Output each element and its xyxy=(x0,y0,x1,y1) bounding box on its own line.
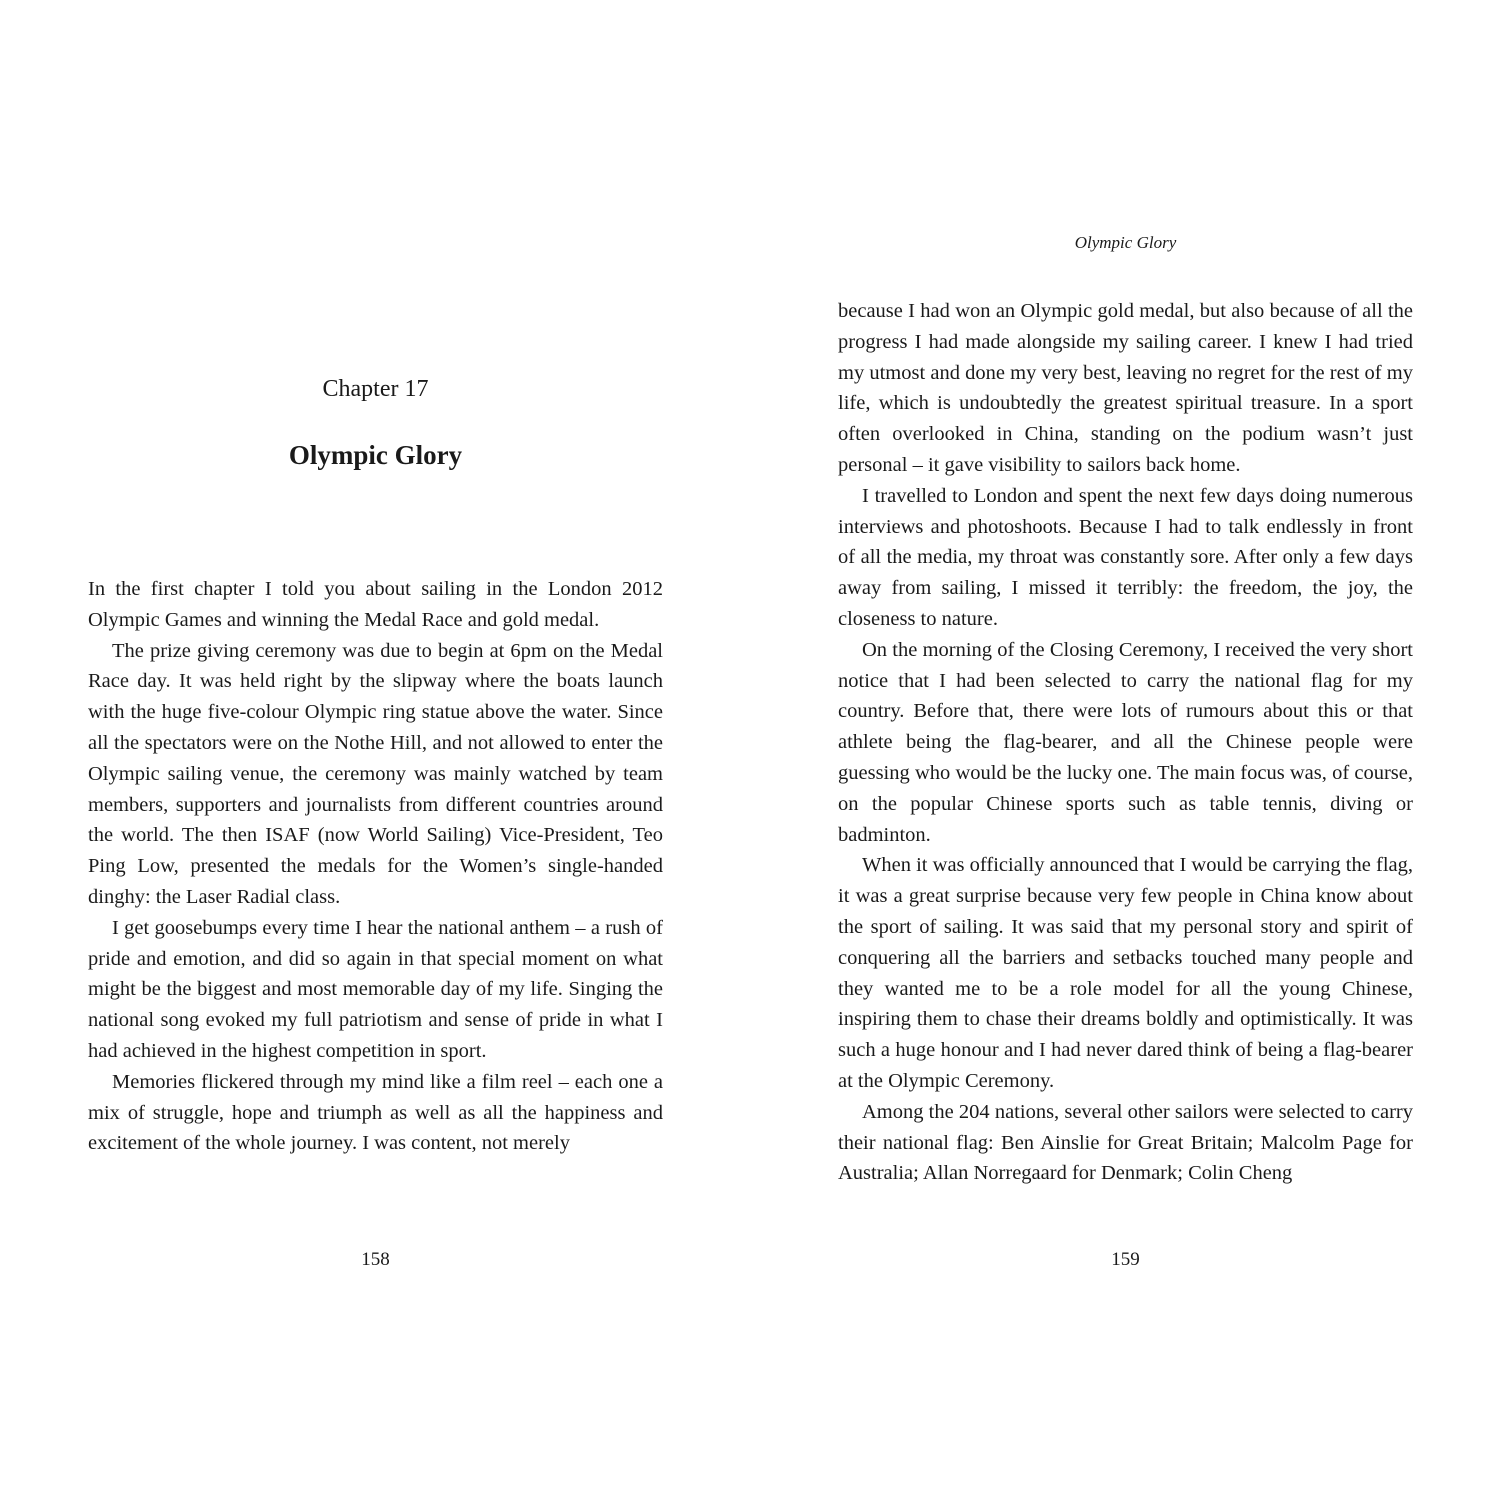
paragraph: The prize giving ceremony was due to begin at 6pm on the Medal Race day. It was held right by the slipway where the boats launch with the huge five-colour Olympic ring statue above the water. Since all the spectators were on the Nothe Hill, and not allowed to enter the Olympic sailing venue, the ceremony was mainly watched by team members, supporters and journalists from different countries around the world. The then ISAF (now World Sailing) Vice-President, Teo Ping Low, presented the medals for the Women’s single-handed dinghy: the Laser Radial class. xyxy=(88,639,663,908)
paragraph: Among the 204 nations, several other sailors were selected to carry their national flag: Ben Ainslie for Great Britain; Malcolm Page for Australia; Allan Norregaard for Denmark; Colin Cheng xyxy=(838,1100,1413,1185)
page-number: 158 xyxy=(361,1249,390,1270)
paragraph: I get goosebumps every time I hear the national anthem – a rush of pride and emotion, and did so again in that special moment on what might be the biggest and most memorable day of my life. Singing the national song evoked my full patriotism and sense of pride in what I had achieved in the highest competition in sport. xyxy=(88,916,663,1062)
paragraph: When it was officially announced that I would be carrying the flag, it was a great surprise because very few people in China know about the sport of sailing. It was said that my personal story and spirit of conquering all the barriers and setbacks touched many people and they wanted me to be a role model for all the young Chinese, inspiring them to chase their dreams boldly and optimistically. It was such a huge honour and I had never dared think of being a flag-bearer at the Olympic Ceremony. xyxy=(838,854,1413,1092)
chapter-title: Olympic Glory xyxy=(288,440,463,470)
right-page-body xyxy=(838,296,1413,1189)
paragraph: In the first chapter I told you about sailing in the London 2012 Olympic Games and winning the Medal Race and gold medal. xyxy=(88,578,663,631)
paragraph: On the morning of the Closing Ceremony, I received the very short notice that I had been selected to carry the national flag for my country. Before that, there were lots of rumours about this or that athlete being the flag-bearer, and all the Chinese people were guessing who would be the lucky one. The main focus was, of course, on the popular Chinese sports such as table tennis, diving or badminton. xyxy=(838,638,1413,846)
running-head: Olympic Glory xyxy=(1074,233,1177,252)
paragraph: because I had won an Olympic gold medal, but also because of all the progress I had made alongside my sailing career. I knew I had tried my utmost and done my very best, leaving no regret for the rest of my life, which is undoubtedly the greatest spiritual treasure. In a sport often overlooked in China, standing on the podium wasn’t just personal – it gave visibility to sailors back home. xyxy=(838,300,1413,476)
page-number: 159 xyxy=(1111,1249,1140,1270)
paragraph: I travelled to London and spent the next few days doing numerous interviews and photoshoots. Because I had to talk endlessly in front of all the media, my throat was constantly sore. After only a few days away from sailing, I missed it terribly: the freedom, the joy, the closeness to nature. xyxy=(838,484,1413,630)
right-page xyxy=(838,0,1413,1500)
paragraph: Memories flickered through my mind like a film reel – each one a mix of struggle, hope and triumph as well as all the happiness and excitement of the whole journey. I was content, not merely xyxy=(88,1070,663,1155)
left-page xyxy=(88,0,663,1500)
left-page-body xyxy=(88,574,663,1159)
chapter-number: Chapter 17 xyxy=(322,376,429,402)
